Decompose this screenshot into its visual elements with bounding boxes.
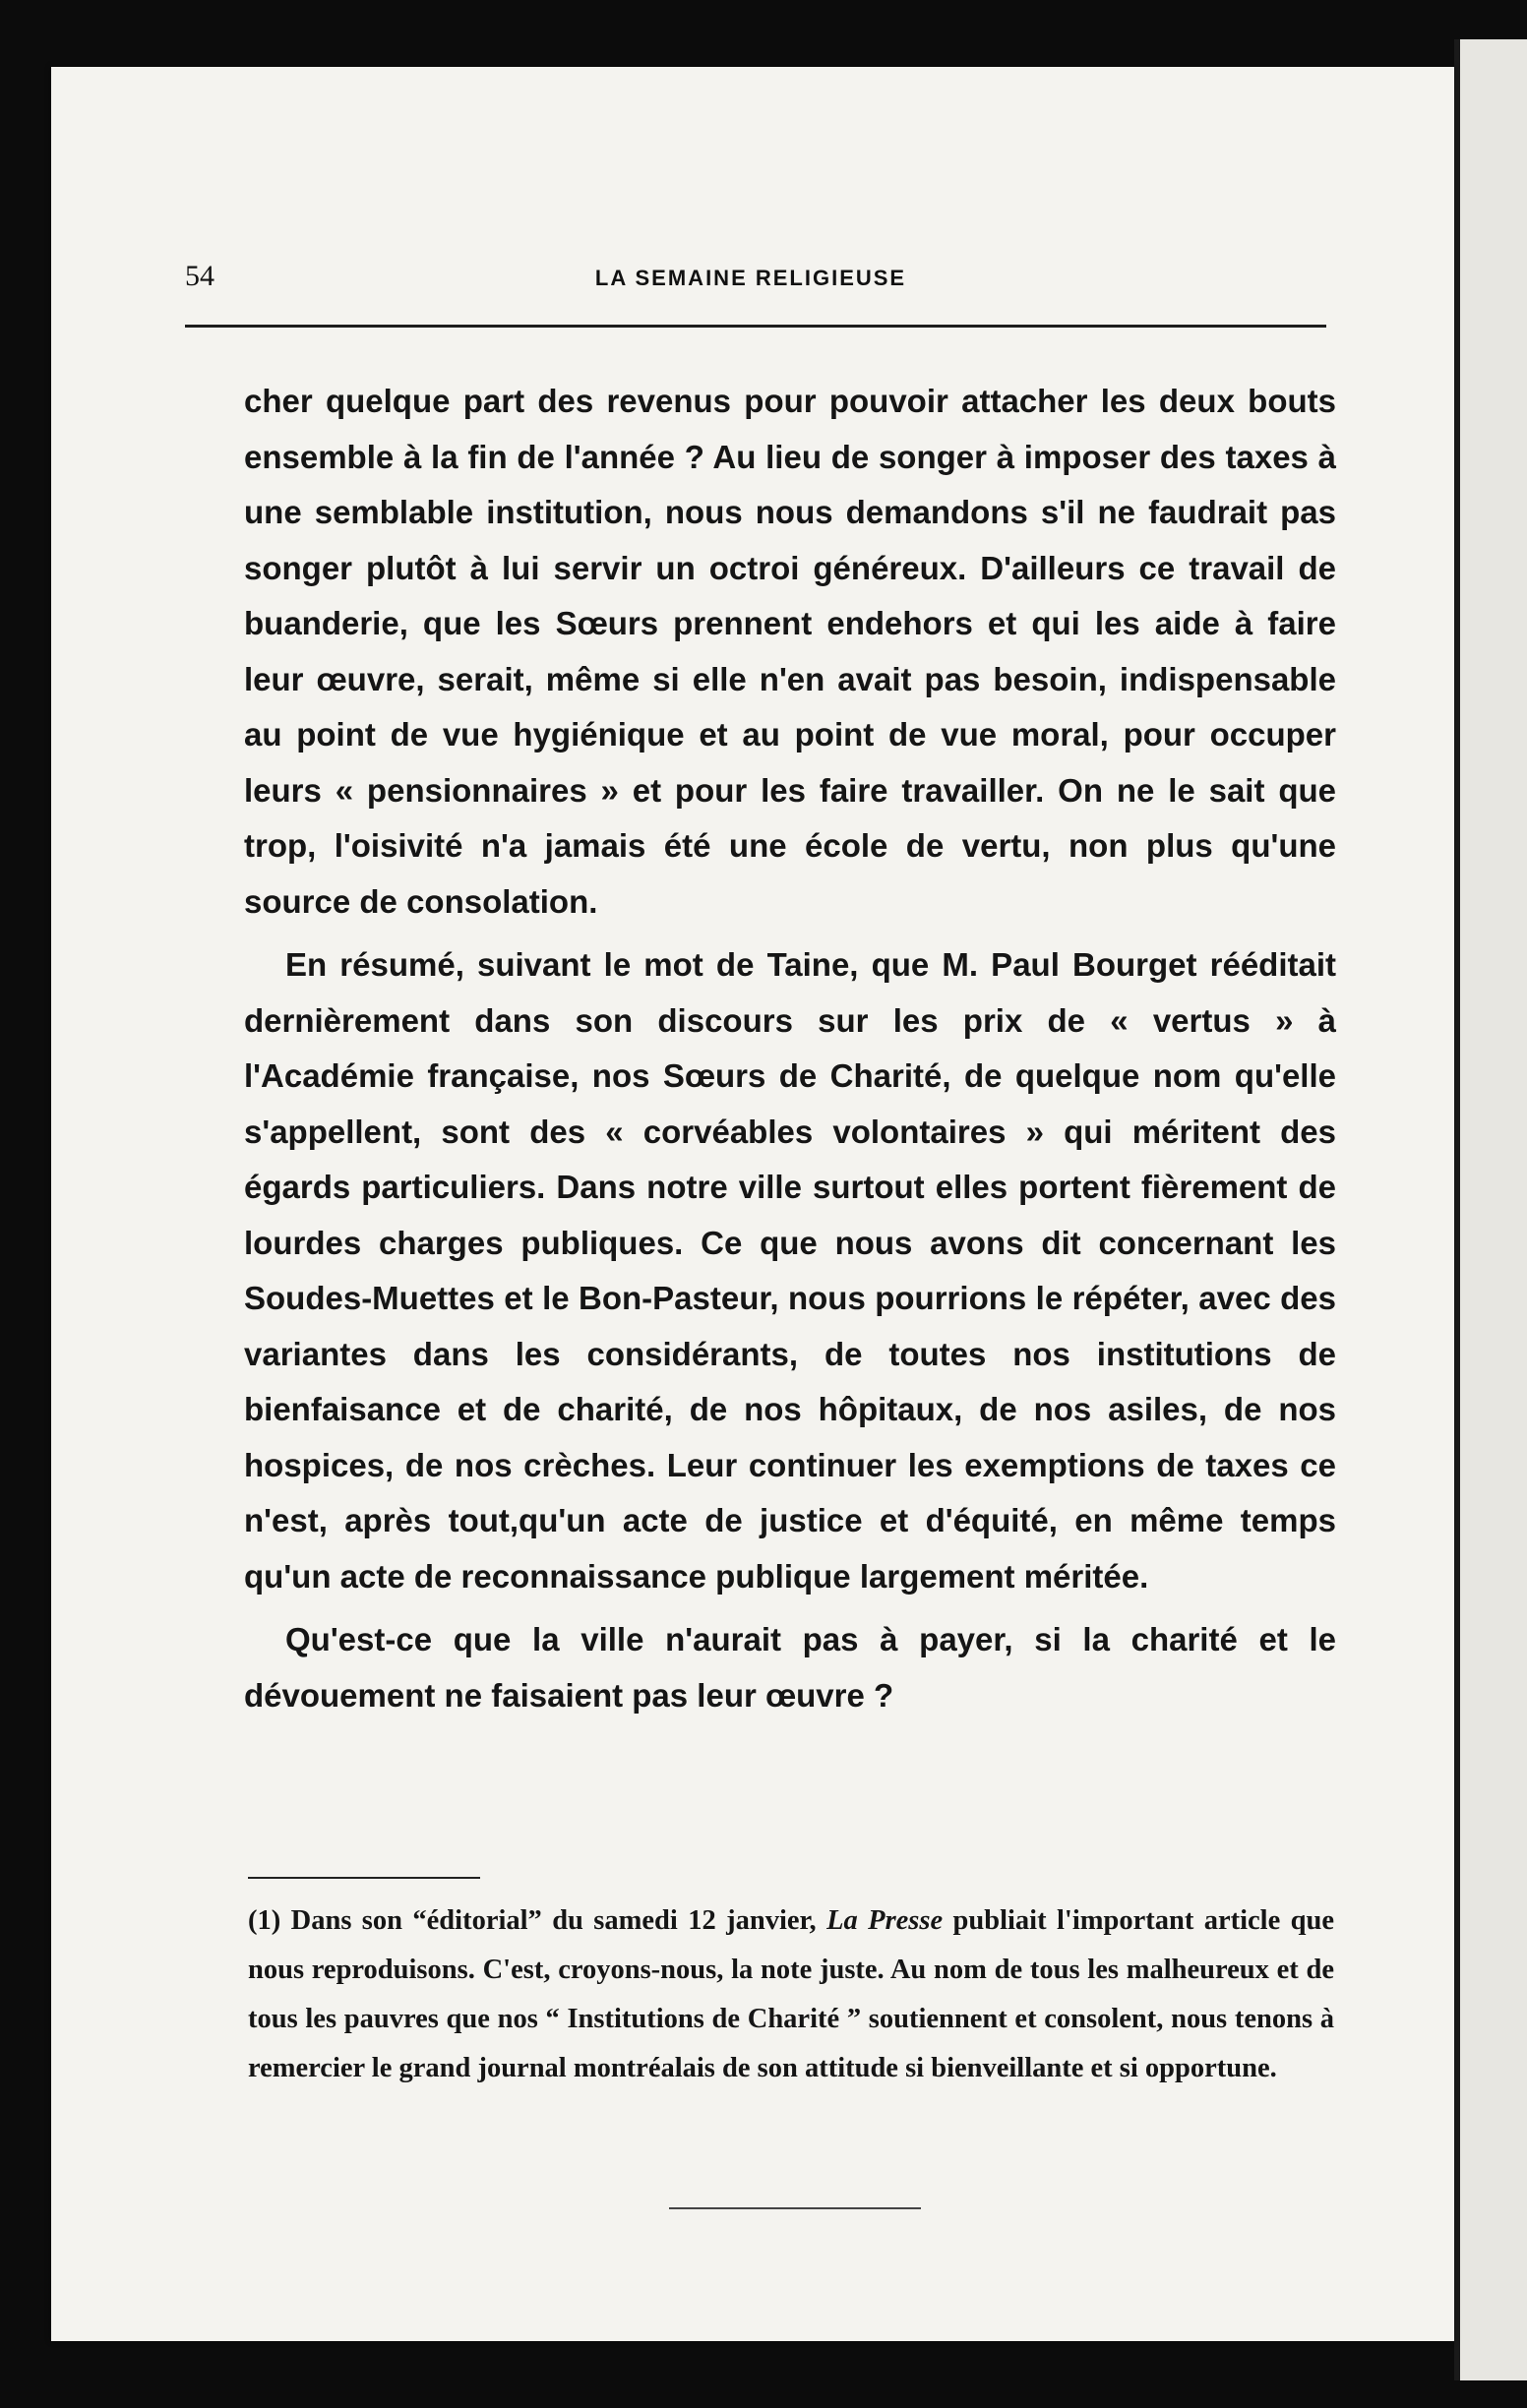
bottom-rule	[669, 2207, 921, 2209]
footnote-text-end: publiait l'important article que nous reproduisons. C'est, croyons-nous, la note juste. Au nom de tous les malheureux et de tous les pauvres que nos “ Institutions de Charité ” soutiennent et consolent, nous tenons à remercier le grand journal montréalais de son attitude si bienveillante et si opportune.	[248, 1905, 1335, 2083]
page-header	[185, 260, 1316, 299]
running-head: LA SEMAINE RELIGIEUSE	[594, 266, 907, 290]
paragraph-3: Qu'est-ce que la ville n'aurait pas à payer, si la charité et le dévouement ne faisaient pas leur œuvre ?	[244, 1621, 1336, 1714]
paragraph-1: cher quelque part des revenus pour pouvoir attacher les deux bouts ensemble à la fin de l'année ? Au lieu de songer à imposer des taxes à une semblable institution, nous nous demandons s'il ne faudrait pas songer plutôt à lui servir un octroi généreux. D'ailleurs ce travail de buanderie, que les Sœurs prennent endehors et qui les aide à faire leur œuvre, serait, même si elle n'en avait pas besoin, indispensable au point de vue hygiénique et au point de vue moral, pour occuper leurs « pensionnaires » et pour les faire travailler. On ne le sait que trop, l'oisivité n'a jamais été une école de vertu, non plus qu'une source de consolation.	[244, 383, 1336, 920]
footnote	[248, 1896, 1334, 2093]
main-text	[244, 374, 1336, 1723]
footnote-newspaper-title: La Presse	[826, 1905, 944, 1936]
footnote-text-start: (1) Dans son “éditorial” du samedi 12 janvier,	[248, 1905, 827, 1936]
paragraph-2: En résumé, suivant le mot de Taine, que M. Paul Bourget rééditait dernièrement dans son discours sur les prix de « vertus » à l'Académie française, nos Sœurs de Charité, de quelque nom qu'elle s'appellent, sont des « corvéables volontaires » qui méritent des égards particuliers. Dans notre ville surtout elles portent fièrement de lourdes charges publiques. Ce que nous avons dit concernant les Soudes-Muettes et le Bon-Pasteur, nous pourrions le répéter, avec des variantes dans les considérants, de toutes nos institutions de bienfaisance et de charité, de nos hôpitaux, de nos asiles, de nos hospices, de nos crèches. Leur continuer les exemptions de taxes ce n'est, après tout,qu'un acte de justice et d'équité, en même temps qu'un acte de reconnaissance publique largement méritée.	[244, 946, 1336, 1595]
page-number: 54	[185, 260, 214, 292]
adjacent-page-edge	[1454, 39, 1527, 2380]
footnote-rule	[248, 1877, 480, 1879]
header-rule	[185, 325, 1326, 328]
